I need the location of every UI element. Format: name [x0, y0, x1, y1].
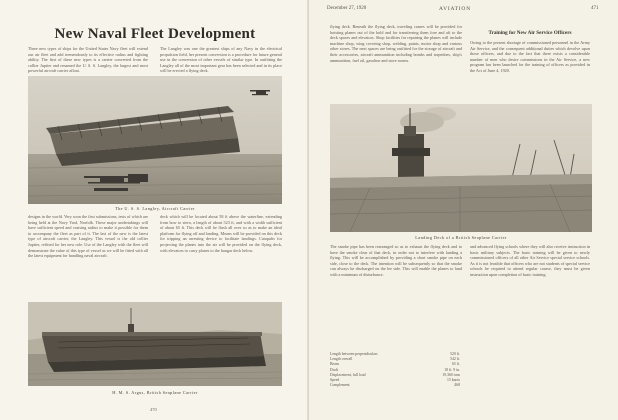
issue-date: December 27, 1920: [327, 6, 367, 11]
page-number-right: 471: [591, 6, 599, 11]
langley-illustration: [28, 76, 282, 204]
body-column-1: designs in the world. Very soon the first submissions, tests of which are being held at the Navy Yard, Norfolk. These major undertakings will have sufficient speed and cruising radius to make it possible for them to accompany the fleet as part of it. The last of the new is the latest type of aircraft carrier, the Langley. This vessel is the old collier Jupiter, refitted for her new role. Use of the Langley with the fleet will demonstrate the value of this type of vessel as we will be fitted with all the latest equipment for handling naval aircraft.: [28, 214, 148, 259]
photo-argus-carrier: [28, 302, 282, 386]
photo-langley-carrier: [28, 76, 282, 204]
spec-label: Complement: [330, 383, 350, 388]
intro-column-2: The Langley was one the greatest ships of any Navy in the electrical propulsion field, her present conversion is a procedure for future general use in the conversion of other vessels of similar type. In outfitting the Langley all of the most important gear has been selected and in its place will be erected a flying deck.: [160, 46, 282, 74]
right-column-2-bottom: and advanced flying schools where they will also receive instruction in basic military subjects. The basic training will be given to newly commissioned officers of all other Air Service special service schools. As it is not feasible that officers who are not students of special service schools be required to attend regular course, they must be given instruction upon completion of basic training.: [470, 244, 590, 277]
body-column-2: deck which will be located about 58 ft above the waterline, extending from bow to stern, a length of about 523 ft, and with a width sufficient of about 65 ft. This deck will be flush all over so as to make an ideal platform for flying off and landing. Means will be provided on this deck for tripping an arresting device to facilitate landings. Catapults for projecting the planes into the air will be provided on the flying deck, with elevators to carry planes to the hangar deck below.: [160, 214, 282, 253]
spec-label: Length overall: [330, 357, 353, 362]
photo-argus-caption: H. M. S. Argus, British Seaplane Carrier: [112, 390, 198, 395]
photo-landing-deck: [330, 104, 592, 232]
spec-value: 18 ft. 9 in.: [444, 367, 460, 372]
ship-specs-table: [330, 352, 460, 388]
photo-landing-deck-caption: Landing Deck of a British Seaplane Carrier: [415, 235, 507, 240]
landing-deck-illustration: [330, 104, 592, 232]
spec-value: 15 knots: [447, 378, 460, 383]
right-column-1-top: flying deck. Beneath the flying deck, traveling cranes will be provided for hoisting planes out of the hold and for transferring them fore and aft to the deck spaces and elevators. Shop facilities for repairing the planes will include machine shop, wing covering shop, welding, paints, motor shop and various other stores. The next spaces are being outfitted for the storage of aircraft and their accessories, aircraft ammunition including bombs and torpedoes, ship's ammunition, fuel oil, gasoline and store rooms.: [330, 24, 462, 63]
magazine-name: AVIATION: [439, 6, 471, 12]
right-column-1-bottom: The smoke pipe has been rearranged so as to exhaust the flying deck and to have the smoke clear of that deck, in order not to interfere with landing a flying. This will be accomplished by providing a short smoke pipe on each side, close to the deck. The intention will be subsequently so that the smoke can always be discharged on the lee side. This will enable the planes to land with a minimum of disturbance.: [330, 244, 462, 277]
spec-label: Draft: [330, 367, 339, 372]
right-column-2-top: Owing to the present shortage of commissioned personnel in the Army Air Service, and the consequent additional duties which devolve upon those officers, and due to the fact that there exists a considerable number of men who desire commissions in the Air Service, a new program has been launched for the training of officers as provided in the Act of June 4, 1920.: [470, 40, 590, 73]
argus-illustration: [28, 302, 282, 386]
page-number-left: 470: [150, 407, 157, 412]
spec-value: 542 ft.: [450, 357, 460, 362]
spec-label: Beam: [330, 362, 339, 367]
spec-label: Displacement, full load: [330, 372, 366, 377]
spec-value: 520 ft.: [450, 352, 460, 356]
training-subhead: Training for New Air Service Officers: [488, 30, 572, 36]
spec-value: 468: [454, 383, 460, 388]
article-title: New Naval Fleet Development: [54, 26, 256, 42]
spec-value: 19,360 tons: [442, 372, 460, 377]
photo-langley-caption: The U. S. S. Langley, Aircraft Carrier: [115, 206, 195, 211]
spec-label: Speed: [330, 378, 340, 383]
spec-value: 65 ft.: [451, 362, 460, 367]
intro-column-1: Three new types of ships for the United States Navy fleet will extend our air fleet and add tremendously to its effective radius and fighting ability. The first of these new types is a carrier converted from the collier Jupiter and renamed the U. S. S. Langley, the largest and most powerful aircraft carrier afloat.: [28, 46, 148, 74]
spec-row: [330, 383, 460, 388]
spec-label: Length between perpendiculars: [330, 352, 378, 356]
